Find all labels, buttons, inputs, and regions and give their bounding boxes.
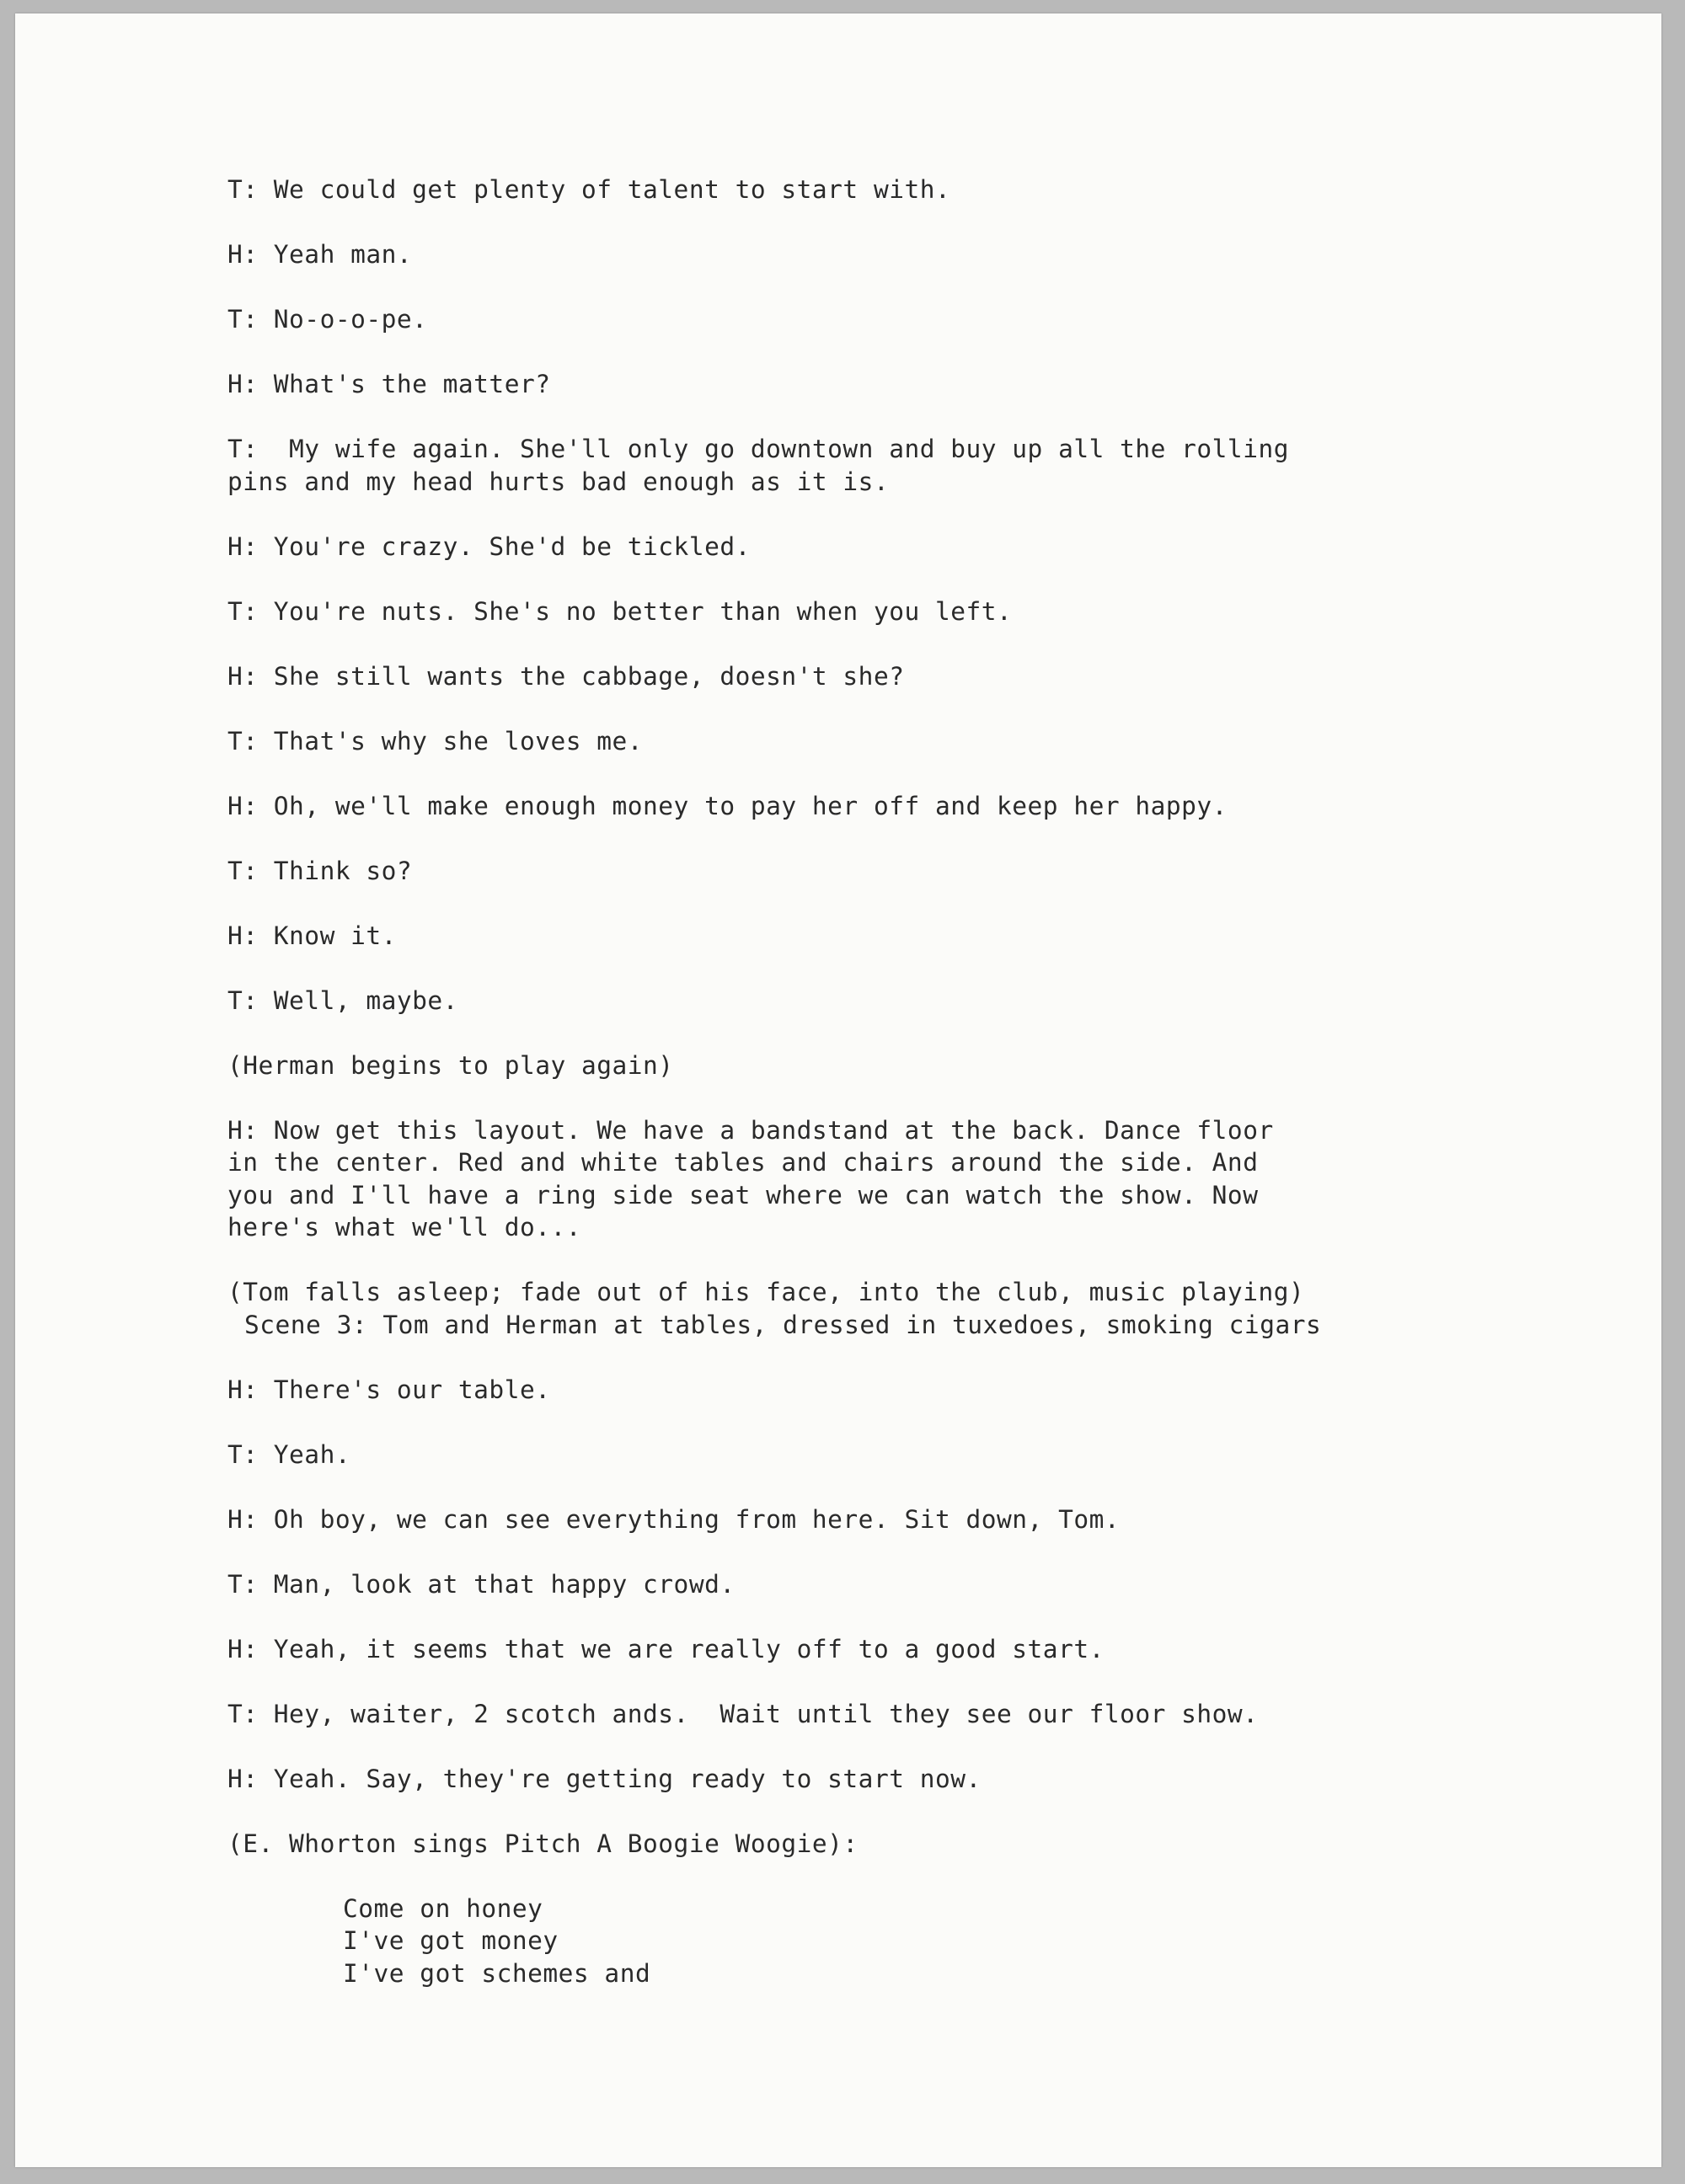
dialogue-line: H: What's the matter? [227, 370, 551, 398]
dialogue-line: T: Hey, waiter, 2 scotch ands. Wait until they see our floor show. [227, 1699, 1259, 1728]
stage-direction: (Tom falls asleep; fade out of his face, into the club, music playing) [227, 1278, 1305, 1306]
dialogue-line: H: Yeah, it seems that we are really off to a good start. [227, 1634, 1105, 1663]
dialogue-line: T: Well, maybe. [227, 985, 458, 1015]
script-text [227, 174, 1660, 1989]
document-page [15, 13, 1661, 2167]
dialogue-line: T: That's why she loves me. [227, 726, 644, 756]
scene-heading: Scene 3: Tom and Herman at tables, dressed in tuxedoes, smoking cigars [244, 1310, 1322, 1339]
dialogue-line: H: Oh, we'll make enough money to pay her off and keep her happy. [227, 791, 1228, 820]
dialogue-line: H: There's our table. [227, 1375, 551, 1404]
dialogue-line: H: You're crazy. She'd be tickled. [227, 531, 751, 561]
dialogue-line: T: No-o-o-pe. [227, 305, 428, 334]
dialogue-line: H: Know it. [227, 921, 397, 950]
dialogue-line: H: Yeah. Say, they're getting ready to start now. [227, 1764, 982, 1793]
stage-direction: (E. Whorton sings Pitch A Boogie Woogie): [227, 1829, 859, 1858]
dialogue-line: T: Man, look at that happy crowd. [227, 1569, 736, 1599]
lyric-line: Come on honey [343, 1893, 543, 1923]
dialogue-line: T: We could get plenty of talent to start with. [227, 175, 951, 204]
dialogue-line: H: Oh boy, we can see everything from here. Sit down, Tom. [227, 1504, 1121, 1534]
dialogue-line: H: Now get this layout. We have a bandstand at the back. Dance floor in the center. Red and white tables and chairs around the side. And you and I'll have a ring side seat where we can watch the show. Now here's what we'll do... [227, 1115, 1274, 1242]
dialogue-line: H: She still wants the cabbage, doesn't she? [227, 661, 905, 691]
lyric-line: I've got money [343, 1926, 559, 1955]
song-lyrics [227, 1893, 1660, 1990]
lyric-line: I've got schemes and [343, 1958, 651, 1988]
dialogue-line: T: You're nuts. She's no better than when you left. [227, 596, 1013, 626]
dialogue-line: T: Think so? [227, 856, 413, 885]
dialogue-line: H: Yeah man. [227, 240, 413, 269]
dialogue-line: T: Yeah. [227, 1439, 351, 1469]
stage-direction: (Herman begins to play again) [227, 1050, 674, 1080]
dialogue-line: T: My wife again. She'll only go downtown and buy up all the rolling pins and my head hurts bad enough as it is. [227, 435, 1289, 496]
